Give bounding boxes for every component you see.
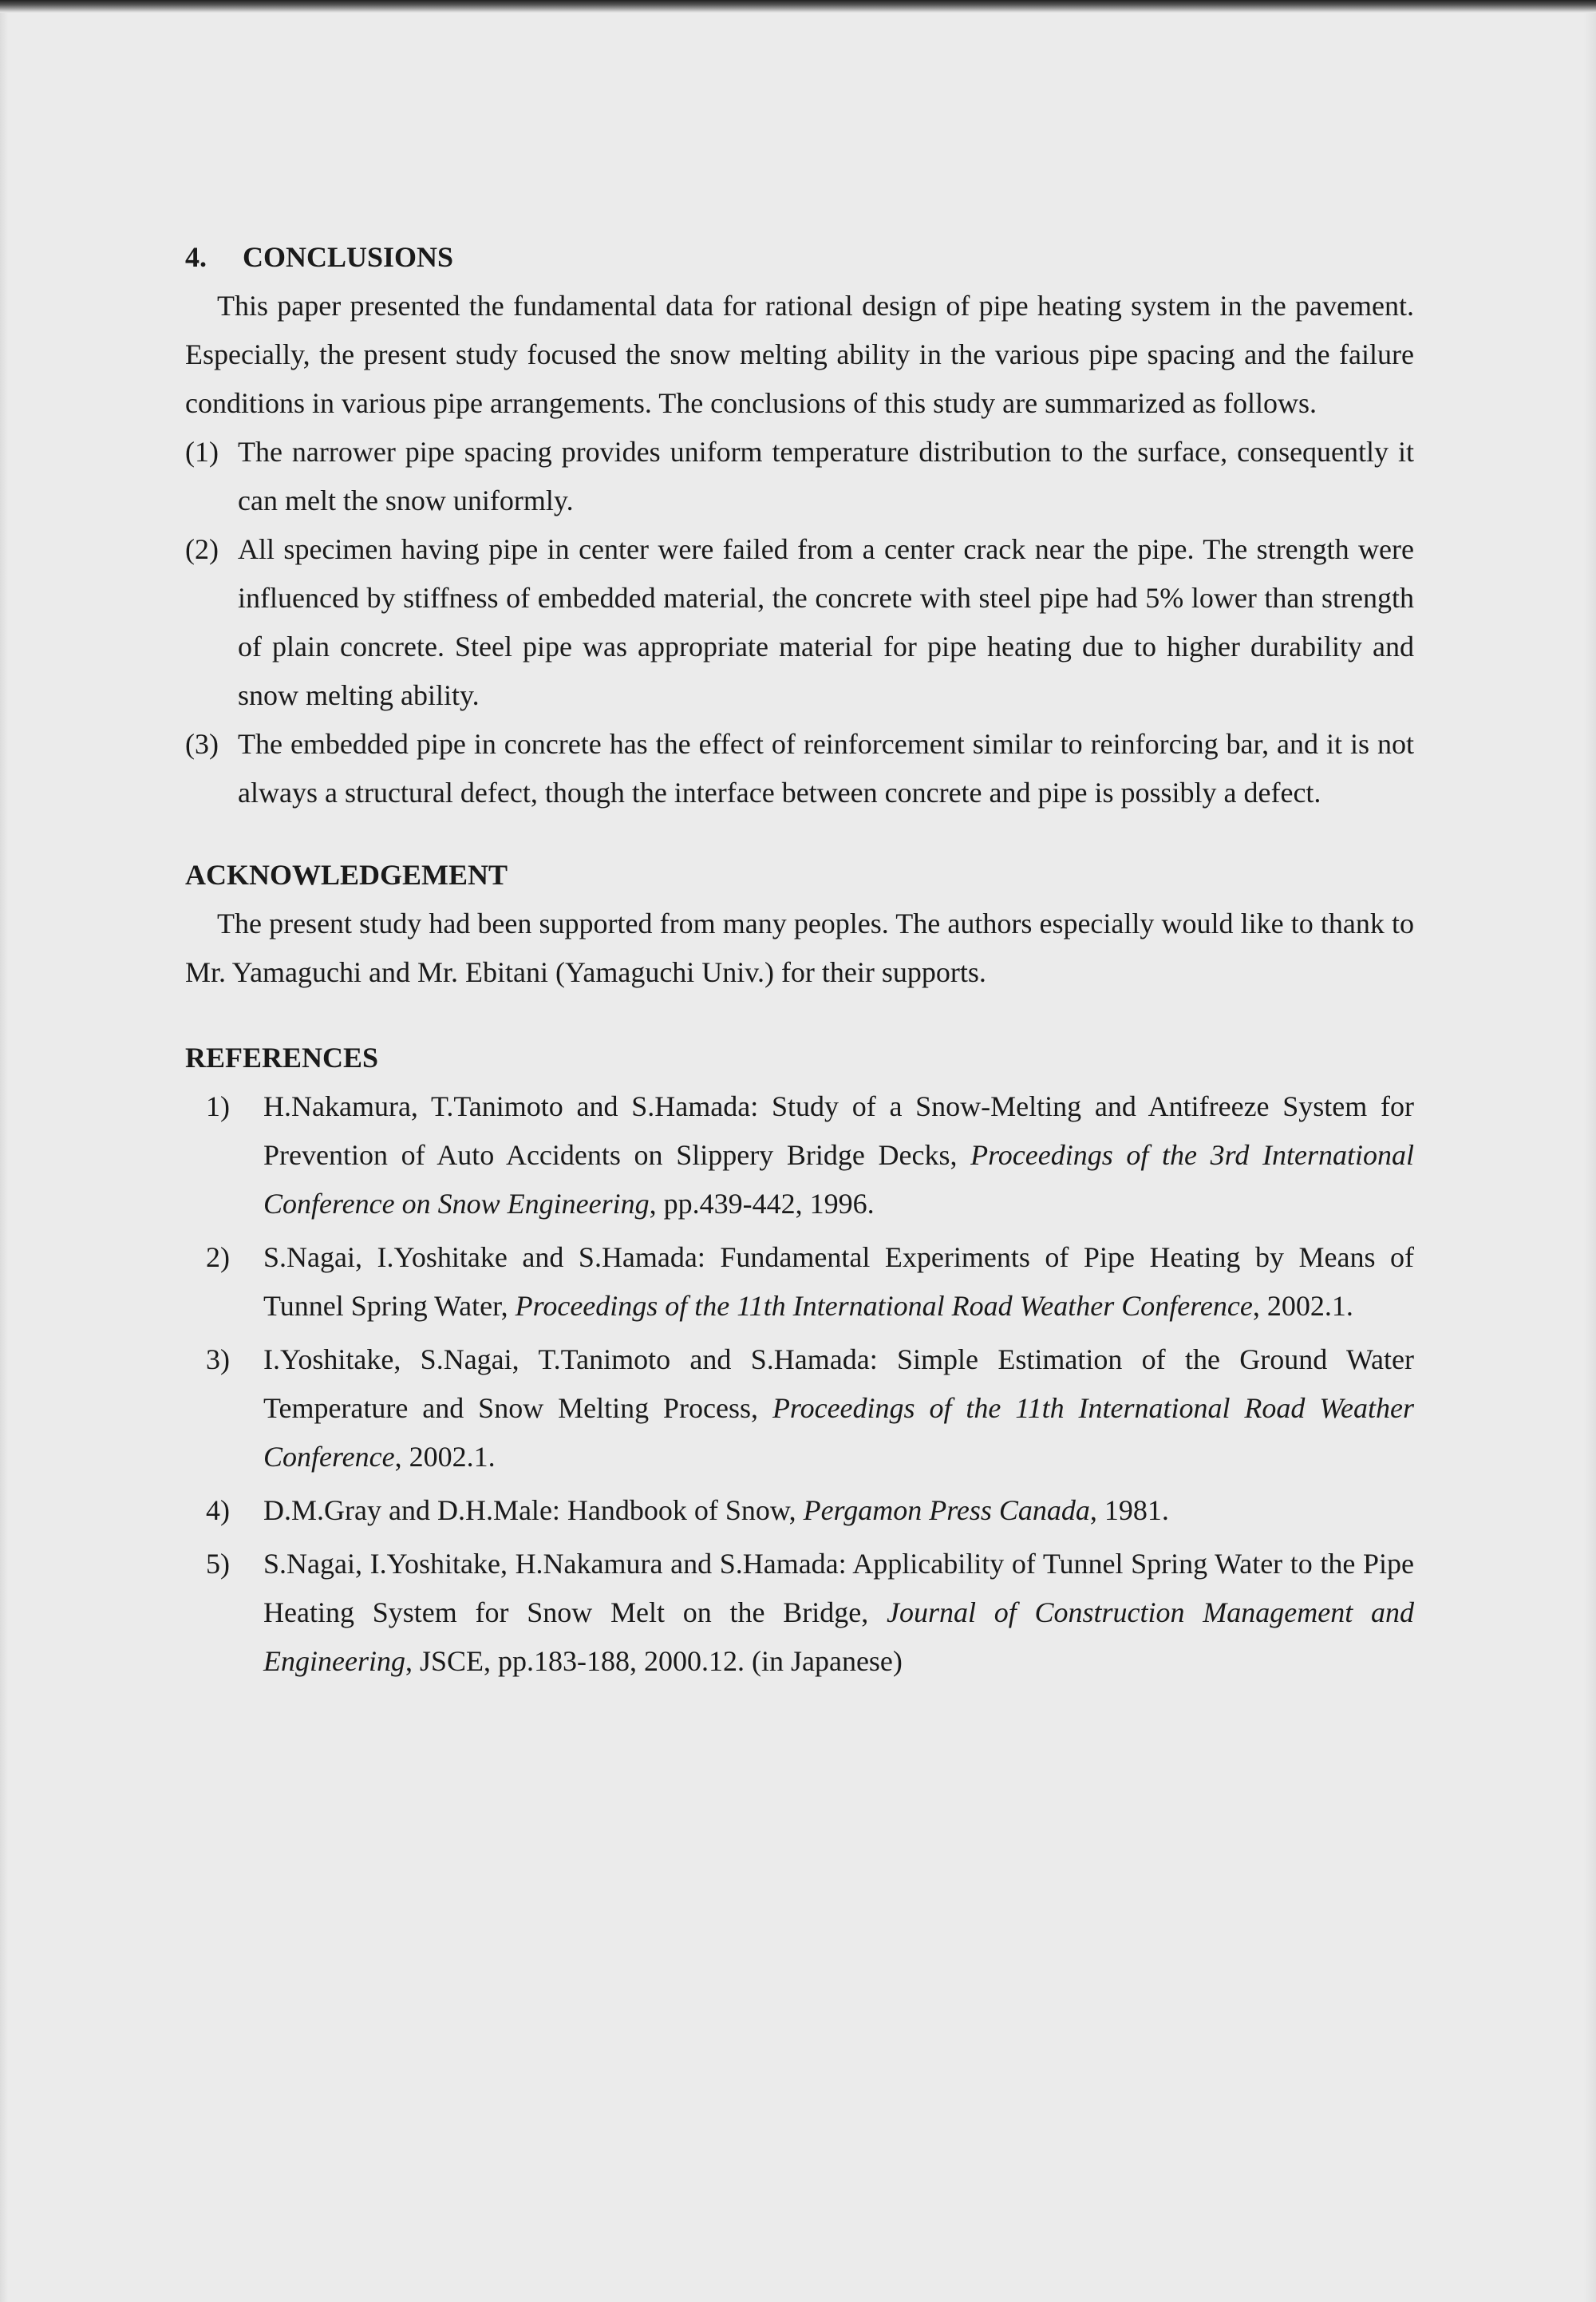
conclusion-marker: (2): [185, 533, 219, 565]
conclusion-marker: (1): [185, 436, 219, 468]
reference-marker: 1): [206, 1090, 230, 1122]
reference-authors: H.Nakamura, T.Tanimoto and S.Hamada: Study of a Snow-Melting and Antifreeze System for Prevention of Auto Accidents on Slippery Bridge Decks,: [263, 1090, 1414, 1171]
acknowledgement-heading: ACKNOWLEDGEMENT: [185, 859, 508, 891]
reference-marker: 2): [206, 1241, 230, 1273]
reference-item: [185, 1233, 1414, 1331]
reference-marker: 4): [206, 1494, 230, 1526]
conclusion-item: [185, 525, 1414, 720]
reference-source: Proceedings of the 3rd International Conference on Snow Engineering: [263, 1139, 1414, 1220]
conclusion-item: [185, 428, 1414, 525]
conclusion-item: [185, 720, 1414, 817]
reference-source: Proceedings of the 11th International Road Weather Conference: [263, 1392, 1414, 1473]
reference-source: Journal of Construction Management and Engineering: [263, 1596, 1415, 1677]
reference-tail: , JSCE, pp.183-188, 2000.12. (in Japanese): [405, 1645, 903, 1677]
reference-source: Proceedings of the 11th International Road Weather Conference: [515, 1290, 1253, 1322]
conclusions-number: 4.: [185, 241, 207, 273]
reference-item: [185, 1335, 1414, 1481]
acknowledgement-text: The present study had been supported from many peoples. The authors especially would like to thank to Mr. Yamaguchi and Mr. Ebitani (Yamaguchi Univ.) for their supports.: [185, 908, 1414, 988]
page-top-edge: [0, 0, 1596, 13]
reference-item: [185, 1486, 1414, 1535]
conclusion-marker: (3): [185, 728, 219, 760]
reference-source: Pergamon Press Canada: [803, 1494, 1090, 1526]
conclusions-heading: [185, 233, 1414, 282]
reference-tail: , 1981.: [1089, 1494, 1169, 1526]
conclusions-list: [185, 428, 1414, 817]
reference-marker: 5): [206, 1548, 230, 1580]
reference-tail: , 2002.1.: [394, 1441, 496, 1473]
conclusion-text: The embedded pipe in concrete has the effect of reinforcement similar to reinforcing bar, and it is not always a structural defect, though the interface between concrete and pipe is possibly a defect.: [238, 728, 1414, 809]
reference-tail: , 2002.1.: [1252, 1290, 1353, 1322]
section-spacer: [185, 997, 1414, 1034]
conclusions-title: CONCLUSIONS: [243, 241, 454, 273]
reference-authors: S.Nagai, I.Yoshitake, H.Nakamura and S.Hamada: Applicability of Tunnel Spring Water to the Pipe Heating System for Snow Melt on the Bridge,: [263, 1548, 1414, 1628]
references-list: [185, 1082, 1414, 1686]
section-spacer: [185, 817, 1414, 851]
reference-item: [185, 1082, 1414, 1228]
reference-marker: 3): [206, 1343, 230, 1375]
conclusion-text: All specimen having pipe in center were failed from a center crack near the pipe. The strength were influenced by stiffness of embedded material, the concrete with steel pipe had 5% lower than strength of plain concrete. Steel pipe was appropriate material for pipe heating due to higher durability and snow melting ability.: [238, 533, 1414, 711]
reference-authors: D.M.Gray and D.H.Male: Handbook of Snow,: [263, 1494, 804, 1526]
page-content: [185, 233, 1414, 1686]
reference-item: [185, 1540, 1414, 1686]
reference-tail: , pp.439-442, 1996.: [649, 1188, 875, 1220]
reference-authors: I.Yoshitake, S.Nagai, T.Tanimoto and S.Hamada: Simple Estimation of the Ground Water Temperature and Snow Melting Process,: [263, 1343, 1414, 1424]
conclusions-intro: This paper presented the fundamental data for rational design of pipe heating system in the pavement. Especially, the present study focused the snow melting ability in the various pipe spacing and the failure conditions in various pipe arrangements. The conclusions of this study are summarized as follows.: [185, 290, 1414, 419]
conclusion-text: The narrower pipe spacing provides uniform temperature distribution to the surface, consequently it can melt the snow uniformly.: [238, 436, 1414, 516]
references-heading: REFERENCES: [185, 1042, 379, 1074]
reference-authors: S.Nagai, I.Yoshitake and S.Hamada: Fundamental Experiments of Pipe Heating by Means of Tunnel Spring Water,: [263, 1241, 1414, 1322]
